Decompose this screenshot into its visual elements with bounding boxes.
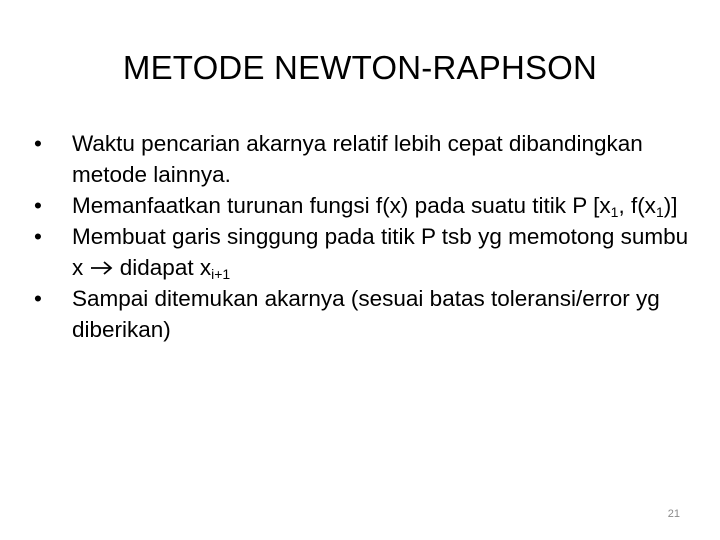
bullet-item-2	[34, 190, 694, 221]
bullet-marker: •	[34, 224, 42, 249]
subscript: i+1	[211, 266, 231, 282]
bullet-text-suffix: )]	[663, 193, 678, 218]
bullet-text-prefix: Membuat garis singgung pada titik P tsb yg memotong sumbu x	[72, 224, 689, 280]
bullet-text: Waktu pencarian akarnya relatif lebih cepat dibandingkan metode lainnya.	[72, 131, 643, 187]
page-number: 21	[667, 508, 680, 520]
slide-title: METODE NEWTON-RAPHSON	[122, 49, 598, 86]
bullet-text-mid: , f(x	[618, 193, 656, 218]
bullet-marker: •	[34, 193, 42, 218]
bullet-item-1	[34, 128, 694, 190]
bullet-item-4	[34, 283, 694, 345]
subscript: 1	[655, 204, 664, 220]
bullet-list	[34, 128, 694, 345]
bullet-text: Sampai ditemukan akarnya (sesuai batas toleransi/error yg diberikan)	[72, 286, 660, 342]
bullet-item-3	[34, 221, 694, 283]
bullet-text	[72, 193, 677, 218]
bullet-marker: •	[34, 286, 42, 311]
bullet-text	[72, 224, 688, 280]
bullet-marker: •	[34, 131, 42, 156]
subscript: 1	[610, 204, 619, 220]
arrow-right-icon	[90, 260, 114, 276]
bullet-text-prefix: Memanfaatkan turunan fungsi f(x) pada suatu titik P [x	[72, 193, 611, 218]
bullet-text-mid: didapat x	[113, 255, 212, 280]
